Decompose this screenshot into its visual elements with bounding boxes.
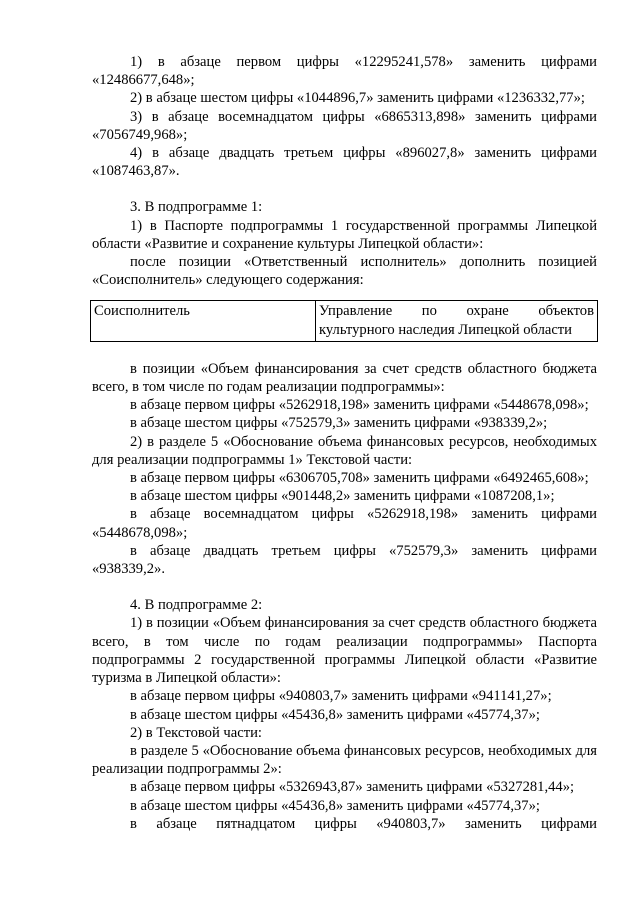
coexecutor-table xyxy=(90,300,598,341)
paragraph-item-4: 4) в абзаце двадцать третьем цифры «896027,8» заменить цифрами «1087463,87». xyxy=(92,145,597,180)
section4-item-6: в абзаце первом цифры «5326943,87» заменить цифрами «5327281,44»; xyxy=(130,779,575,796)
table-cell-label: Соисполнитель xyxy=(91,301,316,341)
section4-item-1: 1) в позиции «Объем финансирования за счет средств областного бюджета всего, в том числе по годам реализации подпрограммы» Паспорта подпрограммы 2 государственной программы Липецкой области «Развитие туризма в Липецкой области»: xyxy=(92,615,597,687)
section3-after-item-5: в абзаце первом цифры «6306705,708» заменить цифрами «6492465,608»; xyxy=(130,470,589,487)
section4-item-4: 2) в Текстовой части: xyxy=(130,724,262,741)
section3-item-1: 1) в Паспорте подпрограммы 1 государственной программы Липецкой области «Развитие и сохранение культуры Липецкой области»: xyxy=(92,217,597,252)
section4-heading: 4. В подпрограмме 2: xyxy=(130,597,263,614)
section3-after-item-2: в абзаце первом цифры «5262918,198» заменить цифрами «5448678,098»; xyxy=(130,397,589,414)
section-spacer xyxy=(92,180,597,198)
section3-after-item-1: в позиции «Объем финансирования за счет средств областного бюджета всего, в том числе по годам реализации подпрограммы»: xyxy=(92,360,597,396)
section4-item-8: в абзаце пятнадцатом цифры «940803,7» заменить цифрами xyxy=(130,815,597,832)
section3-after-item-7: в абзаце восемнадцатом цифры «5262918,198» заменить цифрами «5448678,098»; xyxy=(92,506,597,541)
section-spacer xyxy=(92,578,597,596)
section4-item-5: в разделе 5 «Обоснование объема финансовых ресурсов, необходимых для реализации подпрограммы 2»: xyxy=(92,742,597,778)
section3-after-item-4: 2) в разделе 5 «Обоснование объема финансовых ресурсов, необходимых для реализации подпрограммы 1» Текстовой части: xyxy=(92,433,597,468)
section3-after-item-8: в абзаце двадцать третьем цифры «752579,3» заменить цифрами «938339,2». xyxy=(92,542,597,578)
paragraph-item-2: 2) в абзаце шестом цифры «1044896,7» заменить цифрами «1236332,77»; xyxy=(130,90,585,107)
section3-after-item-6: в абзаце шестом цифры «901448,2» заменить цифрами «1087208,1»; xyxy=(130,488,555,505)
section3-item-2: после позиции «Ответственный исполнитель» дополнить позицией «Соисполнитель» следующего содержания: xyxy=(92,254,597,289)
section4-item-3: в абзаце шестом цифры «45436,8» заменить цифрами «45774,37»; xyxy=(130,706,540,723)
paragraph-item-3: 3) в абзаце восемнадцатом цифры «6865313,898» заменить цифрами «7056749,968»; xyxy=(92,108,597,143)
section4-item-2: в абзаце первом цифры «940803,7» заменить цифрами «941141,27»; xyxy=(130,688,552,705)
section4-item-7: в абзаце шестом цифры «45436,8» заменить цифрами «45774,37»; xyxy=(130,797,540,814)
document-page xyxy=(92,53,597,833)
table-cell-value: Управление по охране объектов культурного наследия Липецкой области xyxy=(316,301,598,341)
paragraph-item-1: 1) в абзаце первом цифры «12295241,578» заменить цифрами «12486677,648»; xyxy=(92,54,597,89)
section3-after-item-3: в абзаце шестом цифры «752579,3» заменить цифрами «938339,2»; xyxy=(130,415,548,432)
table-spacer xyxy=(92,342,597,360)
table-row xyxy=(91,301,598,341)
section3-heading: 3. В подпрограмме 1: xyxy=(130,199,263,216)
